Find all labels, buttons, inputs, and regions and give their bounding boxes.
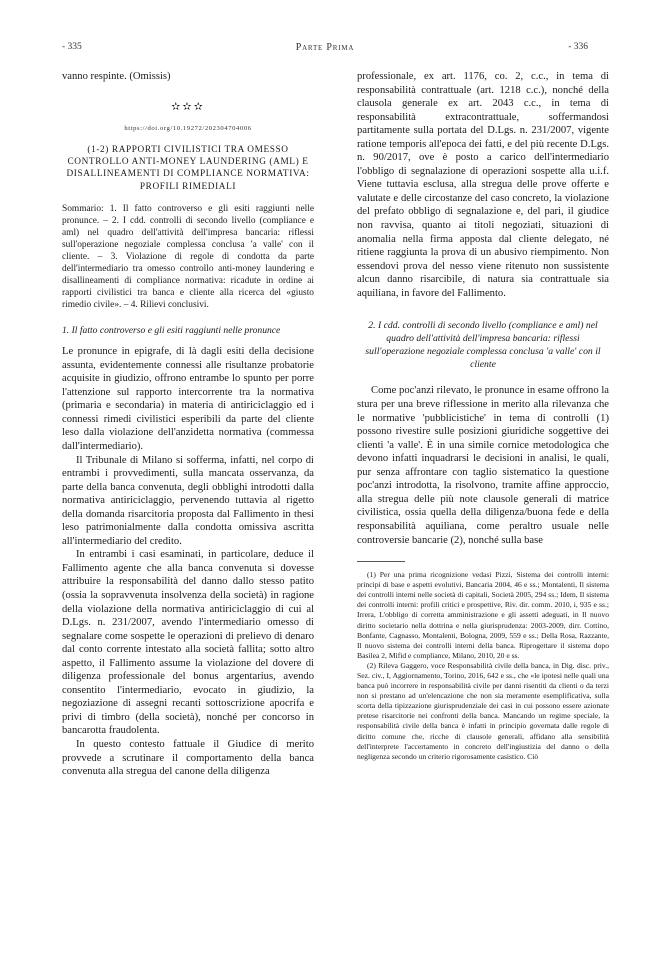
left-column [62,70,314,779]
paragraph-1: Le pronunce in epigrafe, di là dagli esiti della decisione assunta, evidentemente connessi alle risultanze probatorie acquisite in giudizio, offrono entrambe lo spunto per porre l'attenzione sul rapporto intercorrente tra la normativa (primaria e secondaria) in materia di antiriciclaggio ed i connessi rimedi civilistici esperibili da parte del cliente leso dalla violazione dell'anzidetta normativa (commessa dall'intermediario). [62,346,314,452]
page-number-left: - 335 [62,42,82,52]
section-title: (1-2) RAPPORTI CIVILISTICI TRA OMESSO CONTROLLO ANTI-MONEY LAUNDERING (AML) E DISALLINEAMENTI DI COMPLIANCE NORMATIVA: PROFILI RIMEDIALI [66,144,310,192]
footnote-1: (1) Per una prima ricognizione vedasi Pizzi, Sistema dei controlli interni: principi di base e aspetti evolutivi, Bancaria 2004, 46 e ss.; Montalenti, Il sistema dei controlli interni nelle società di capitali, Società 2005, 294 ss.; Idem, Il sistema dei controlli interni: profili critici e prospettive, Riv. dir. comm. 2010, i, 935 e ss.; Irrera, L'obbligo di corretta amministrazione e gli assetti adeguati, in Il nuovo diritto societario nella dottrina e nella giurisprudenza: 2003-2009, dirr. Cottino, Bonfante, Cagnasso, Montalenti, Bologna, 2009, 559 e ss.; Della Rosa, Razzante, Il nuovo sistema dei controlli interni della banca. Riprogettare il sistema dopo Basilea 2, Mifid e compliance, Milano, 2010, 20 e ss. [357,570,609,660]
paragraph-4: In questo contesto fattuale il Giudice di merito provvede a scrutinare il comportamento della banca convenuta alla stregua del canone della diligenza [62,739,314,778]
footnote-rule [357,561,405,562]
paragraph-section-2: Come poc'anzi rilevato, le pronunce in esame offrono la stura per una breve riflessione in merito alla rilevanza che le normative 'pubblicistiche' in tema di controlli (1) possono rivestire sulle posizioni giuridiche soggettive dei clienti 'a valle'. È in una simile cornice metodologica che devono infatti inquadrarsi le decisioni in analisi, le quali, pur senza affrontare con taglio sistematico la questione poc'anzi introdotta, la risolvono, tramite affine approccio, alla stregua delle più note clausole generali di matrice civilistica, ossia quella della diligenza/buona fede e della responsabilità aquiliana, come peraltro usuale nelle controversie bancarie (2), nonché sulla base [357,385,609,546]
right-column [357,70,609,762]
heading-section-2: 2. I cdd. controlli di secondo livello (compliance e aml) nel quadro dell'attività dell'impresa bancaria: riflessi sull'operazione negoziale complessa conclusa 'a valle' con il cliente [365,320,601,370]
opening-line: vanno respinte. (Omissis) [62,71,171,82]
page-number-right: - 336 [568,42,588,52]
heading-section-1: 1. Il fatto controverso e gli esiti raggiunti nelle pronunce [62,325,281,337]
paragraph-3: In entrambi i casi esaminati, in particolare, deduce il Fallimento agente che alla banca convenuta si dovesse attribuire la responsabilità del danno dallo stesso patito (ossia la sopravvenuta insolvenza della società) in ragione della violazione della normativa antiriciclaggio di cui al D.Lgs. n. 231/2007, avendo l'intermediario omesso di segnalare come sospette le operazioni di prelievo di denaro dal conto corrente intestato alla società fallita; sotto altro aspetto, il Fallimento assume la violazione del dovere di diligenza professionale del bonus argentarius, avendo consentito l'intermediario, evocato in giudizio, la negoziazione di assegni recanti sottoscrizione apocrifa e privi di timbro (della società), nonché per concorso in bancarotta fraudolenta. [62,549,314,737]
running-header [62,42,588,56]
paragraph-2: Il Tribunale di Milano si sofferma, infatti, nel corpo di entrambi i provvedimenti, sulla mancata osservanza, da parte della banca convenuta, degli obblighi introdotti dalla normativa antiriciclaggio, pervenendo tuttavia al rigetto della domanda risarcitoria proposta dal Fallimento in thesi leso patrimonialmente dalla condotta omissiva ascritta all'intermediario del credito. [62,454,314,547]
paragraph-continuation: professionale, ex art. 1176, co. 2, c.c., in tema di responsabilità contrattuale (art. 1218 c.c.), nonché della clausola generale ex art. 2043 c.c., in tema di responsabilità extracontrattuale, soffermandosi partitamente sulla portata del D.Lgs. n. 231/2007, vigente ratione temporis all'epoca dei fatti, e del più recente D.Lgs. n. 90/2017, ove è posto a carico dell'intermediario l'obbligo di segnalazione di operazioni sospette alla u.i.f. Viene tuttavia esclusa, alla stregua delle prove offerte e valutate e delle circostanze del caso concreto, la violazione del prefato obbligo di segnalazione e, del pari, il giudice non ravvisa, quanto ai titoli negoziati, situazioni di anomalia nella firma apposta dal cliente delegato, né ritiene raggiunta la prova di un abusivo riempimento. Non essendovi prova del nesso viene ritenuto non sussistente alcun danno risarcibile, di natura sia contrattuale sia aquiliana, in favore del Fallimento. [357,71,609,299]
sommario-summary: Sommario: 1. Il fatto controverso e gli esiti raggiunti nelle pronunce. – 2. I cdd. controlli di secondo livello (compliance e aml) nel quadro dell'attività dell'impresa bancaria: riflessi sull'operazione negoziale complessa conclusa 'a valle' con il cliente. – 3. Violazione di regole di condotta da parte dell'intermediario tra omesso controllo anti-money laundering e disallineamenti di compliance normativa: ricadute in ordine ai rapporti civilistici tra banca e cliente alla ricerca del «giusto rimedio civile». – 4. Rilievi conclusivi. [62,204,314,311]
footnote-2: (2) Rileva Gaggero, voce Responsabilità civile della banca, in Dig. disc. priv., Sez. civ., I, Aggiornamento, Torino, 2016, 642 e ss., che «le ipotesi nelle quali una banca può incorrere in responsabilità civile per danni risentiti da clienti o da terzi non si prestano ad un'elencazione che non sia meramente esemplificativa, sulla scorta della tipizzazione giurisprudenziale dei casi in cui possono essere azionate pretese risarcitorie nei confronti della banca. Mancando un regime speciale, la responsabilità civile della banca è infatti in principio governata dalle regole di diritto comune che, ricche di clausole generali, affidano alla sensibilità dell'interprete l'accertamento in concreto dell'ingiustizia del danno o della negligenza secondo un criterio rigorosamente casistico. Ciò [357,660,609,761]
doi-link[interactable]: https://doi.org/10.19272/202304704006 [124,124,252,132]
section-stars: ✫✫✫ [171,100,205,113]
running-title: Parte Prima [295,42,355,53]
